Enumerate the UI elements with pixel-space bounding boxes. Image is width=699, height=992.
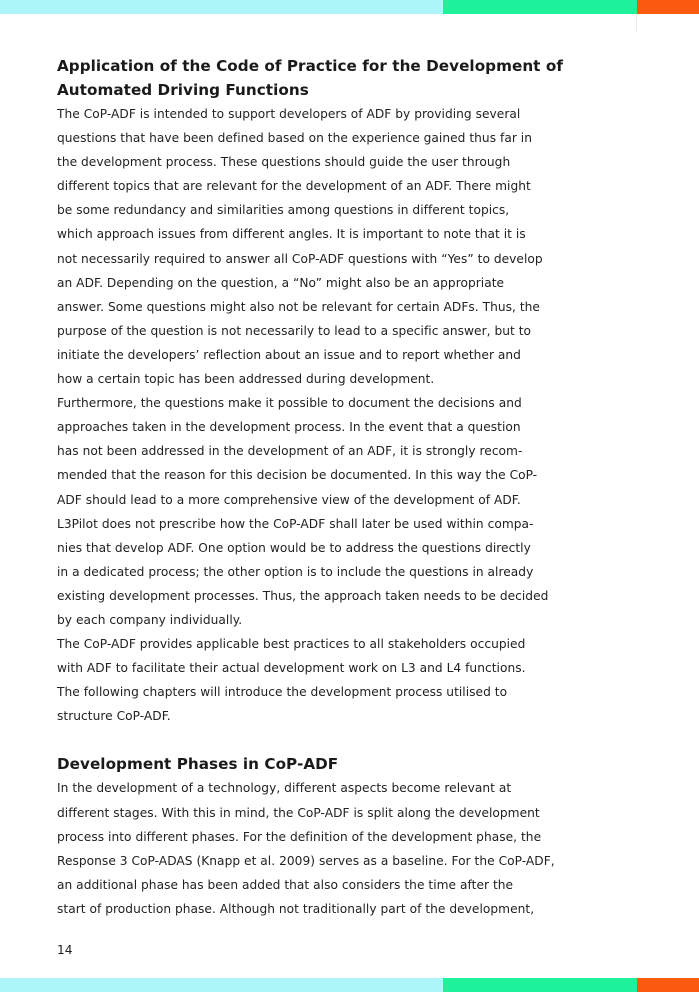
paragraph-line: the development process. These questions should guide the user through [57, 155, 511, 170]
page-number: 14 [57, 943, 73, 957]
paragraph-line: initiate the developers’ reflection about an issue and to report whether and [57, 347, 521, 362]
paragraph-line: which approach issues from different angles. It is important to note that it is [57, 227, 526, 242]
paragraph-line: by each company individually. [57, 612, 243, 627]
paragraph-line: an ADF. Depending on the question, a “No” might also be an appropriate [57, 275, 505, 290]
paragraph-line: L3Pilot does not prescribe how the CoP-ADF shall later be used within compa- [57, 516, 534, 531]
paragraph-line: an additional phase has been added that also considers the time after the [57, 877, 514, 892]
paragraph-line: with ADF to facilitate their actual development work on L3 and L4 functions. [57, 661, 526, 676]
section-title-line: Automated Driving Functions [57, 81, 309, 99]
paragraph-line: existing development processes. Thus, the approach taken needs to be decided [57, 588, 549, 603]
bottom-bar-orange-segment [637, 978, 699, 992]
paragraph [57, 102, 597, 391]
paragraph-line: Furthermore, the questions make it possible to document the decisions and [57, 396, 522, 411]
bottom-color-bar [0, 978, 699, 992]
top-bar-cyan-segment [0, 0, 443, 14]
paragraph-line: different stages. With this in mind, the CoP-ADF is split along the development [57, 805, 540, 820]
top-bar-orange-segment [637, 0, 699, 14]
paragraph-line: how a certain topic has been addressed during development. [57, 372, 435, 387]
paragraph-line: mended that the reason for this decision be documented. In this way the CoP- [57, 468, 538, 483]
section-gap [57, 728, 597, 752]
section-title-line: Application of the Code of Practice for the Development of [57, 57, 563, 75]
paragraph-line: approaches taken in the development process. In the event that a question [57, 420, 521, 435]
paragraph-line: The following chapters will introduce the development process utilised to [57, 685, 508, 700]
paragraph-line: structure CoP-ADF. [57, 709, 171, 724]
paragraph-line: not necessarily required to answer all CoP-ADF questions with “Yes” to develop [57, 251, 543, 266]
paragraph-line: The CoP-ADF provides applicable best practices to all stakeholders occupied [57, 637, 526, 652]
paragraph-line: be some redundancy and similarities among questions in different topics, [57, 203, 510, 218]
top-color-bar [0, 0, 699, 14]
paragraph-line: questions that have been defined based on the experience gained thus far in [57, 131, 532, 146]
paragraph [57, 776, 597, 921]
paragraph-line: The CoP-ADF is intended to support developers of ADF by providing several [57, 107, 521, 121]
paragraph-line: answer. Some questions might also not be relevant for certain ADFs. Thus, the [57, 299, 540, 314]
paragraph-line: in a dedicated process; the other option is to include the questions in already [57, 564, 534, 579]
paragraph-line: nies that develop ADF. One option would be to address the questions directly [57, 540, 531, 555]
bottom-bar-green-segment [443, 978, 637, 992]
paragraph-line: process into different phases. For the definition of the development phase, the [57, 829, 542, 844]
paragraph [57, 632, 597, 728]
section-body-application [57, 102, 597, 728]
paragraph [57, 512, 597, 632]
paragraph-line: start of production phase. Although not traditionally part of the development, [57, 901, 535, 916]
paragraph-line: Response 3 CoP-ADAS (Knapp et al. 2009) serves as a baseline. For the CoP-ADF, [57, 853, 555, 868]
paragraph-line: In the development of a technology, different aspects become relevant at [57, 781, 512, 796]
bottom-bar-cyan-segment [0, 978, 443, 992]
section-title-application [57, 54, 597, 102]
section-title-development-phases: Development Phases in CoP-ADF [57, 755, 339, 774]
paragraph-line: different topics that are relevant for the development of an ADF. There might [57, 179, 531, 194]
section-body-development-phases [57, 776, 597, 921]
paragraph-line: ADF should lead to a more comprehensive view of the development of ADF. [57, 492, 521, 507]
top-bar-green-segment [443, 0, 637, 14]
paragraph [57, 391, 597, 511]
margin-guide-line [636, 14, 637, 32]
page-content [57, 54, 597, 921]
paragraph-line: has not been addressed in the development of an ADF, it is strongly recom- [57, 444, 523, 459]
paragraph-line: purpose of the question is not necessarily to lead to a specific answer, but to [57, 323, 532, 338]
